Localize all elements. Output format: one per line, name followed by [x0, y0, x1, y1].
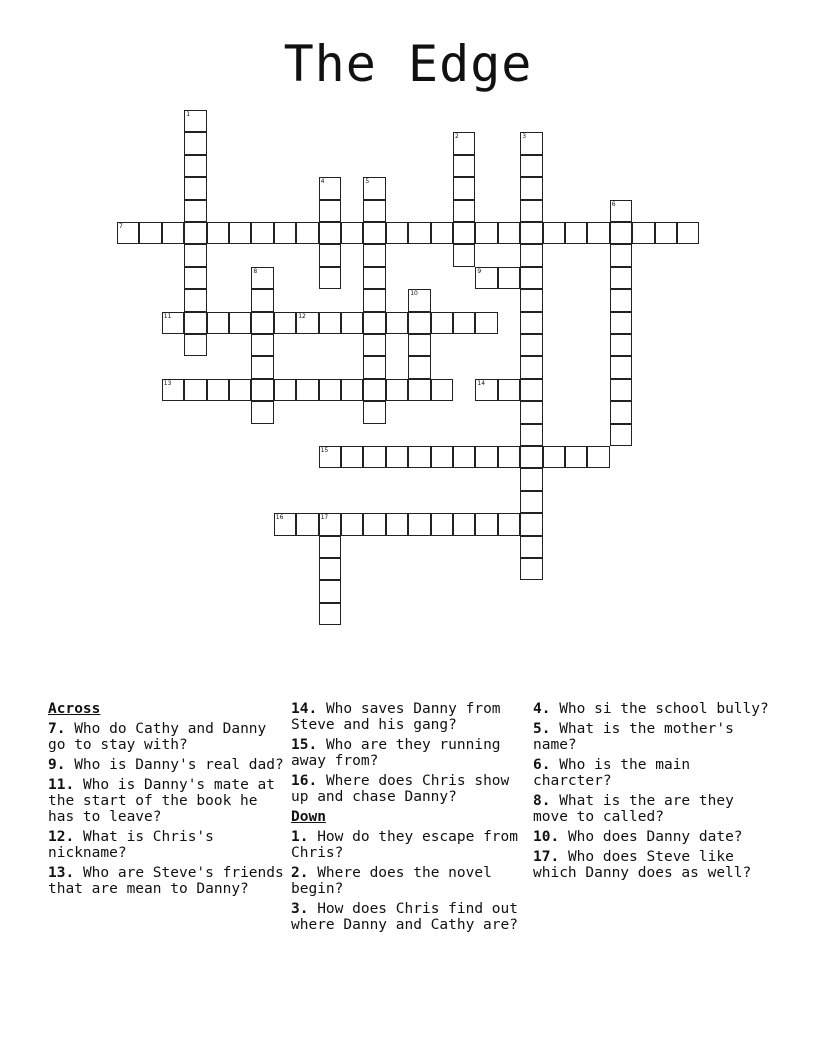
grid-cell[interactable]: [610, 356, 632, 378]
grid-cell[interactable]: [431, 513, 453, 535]
grid-cell[interactable]: [610, 222, 632, 244]
grid-cell[interactable]: [117, 222, 139, 244]
grid-cell[interactable]: [498, 222, 520, 244]
grid-cell[interactable]: [453, 312, 475, 334]
grid-cell[interactable]: [431, 379, 453, 401]
grid-cell[interactable]: [475, 513, 497, 535]
grid-cell[interactable]: [431, 222, 453, 244]
grid-cell[interactable]: [610, 334, 632, 356]
grid-cell[interactable]: [296, 222, 318, 244]
grid-cell[interactable]: [363, 244, 385, 266]
grid-cell[interactable]: [184, 200, 206, 222]
grid-cell[interactable]: [207, 222, 229, 244]
clue-down-2: 2. Where does the novel begin?: [291, 865, 492, 897]
grid-cell[interactable]: [274, 312, 296, 334]
grid-cell[interactable]: [363, 200, 385, 222]
grid-cell[interactable]: [184, 267, 206, 289]
clue-down-8: 8. What is the are they move to called?: [533, 793, 734, 825]
grid-cell[interactable]: [274, 222, 296, 244]
grid-cell[interactable]: [408, 334, 430, 356]
grid-cell[interactable]: [498, 513, 520, 535]
grid-cell[interactable]: [408, 222, 430, 244]
grid-cell[interactable]: [184, 334, 206, 356]
grid-cell[interactable]: [453, 222, 475, 244]
grid-cell[interactable]: [386, 513, 408, 535]
grid-cell[interactable]: [184, 379, 206, 401]
cell-number: 8: [253, 267, 258, 275]
clue-down-1: 1. How do they escape from Chris?: [291, 829, 518, 861]
grid-cell[interactable]: [520, 267, 542, 289]
grid-cell[interactable]: [520, 356, 542, 378]
grid-cell[interactable]: [587, 446, 609, 468]
grid-cell[interactable]: [251, 312, 273, 334]
grid-cell[interactable]: [520, 334, 542, 356]
grid-cell[interactable]: [610, 379, 632, 401]
grid-cell[interactable]: [520, 536, 542, 558]
clue-across-13: 13. Who are Steve's friends that are mean to Danny?: [48, 865, 284, 897]
grid-cell[interactable]: [408, 356, 430, 378]
cell-number: 16: [275, 514, 284, 522]
grid-cell[interactable]: [363, 379, 385, 401]
grid-cell[interactable]: [341, 446, 363, 468]
grid-cell[interactable]: [251, 379, 273, 401]
grid-cell[interactable]: [498, 379, 520, 401]
grid-cell[interactable]: [587, 222, 609, 244]
cell-number: 13: [163, 379, 172, 387]
grid-cell[interactable]: [520, 379, 542, 401]
cell-number: 15: [320, 447, 329, 454]
grid-cell[interactable]: [520, 155, 542, 177]
cell-number: 2: [455, 133, 459, 141]
grid-cell[interactable]: [341, 379, 363, 401]
grid-cell[interactable]: [431, 446, 453, 468]
cell-number: 12: [298, 312, 306, 320]
grid-cell[interactable]: [408, 513, 430, 535]
grid-cell[interactable]: [341, 513, 363, 535]
grid-cell[interactable]: [498, 446, 520, 468]
clue-across-14: 14. Who saves Danny from Steve and his gang?: [291, 701, 501, 733]
grid-cell[interactable]: [655, 222, 677, 244]
grid-cell[interactable]: [319, 379, 341, 401]
grid-cell[interactable]: [520, 424, 542, 446]
grid-cell[interactable]: [162, 312, 184, 334]
grid-cell[interactable]: [251, 289, 273, 311]
grid-cell[interactable]: [363, 222, 385, 244]
grid-cell[interactable]: [363, 446, 385, 468]
grid-cell[interactable]: [296, 513, 318, 535]
grid-cell[interactable]: [319, 244, 341, 266]
grid-cell[interactable]: [408, 379, 430, 401]
grid-cell[interactable]: [319, 446, 341, 468]
grid-cell[interactable]: [475, 379, 497, 401]
grid-cell[interactable]: [520, 491, 542, 513]
cell-number: 6: [611, 200, 616, 208]
grid-cell[interactable]: [520, 132, 542, 154]
grid-cell[interactable]: [610, 244, 632, 266]
grid-cell[interactable]: [453, 200, 475, 222]
clue-across-11: 11. Who is Danny's mate at the start of the book he has to leave?: [48, 777, 275, 825]
cell-number: 3: [522, 133, 527, 141]
grid-cell[interactable]: [475, 267, 497, 289]
grid-cell[interactable]: [453, 177, 475, 199]
grid-cell[interactable]: [520, 468, 542, 490]
grid-cell[interactable]: [565, 446, 587, 468]
grid-cell[interactable]: [363, 356, 385, 378]
grid-cell[interactable]: [229, 312, 251, 334]
grid-cell[interactable]: [319, 312, 341, 334]
grid-cell[interactable]: [677, 222, 699, 244]
cell-number: 10: [410, 290, 418, 298]
grid-cell[interactable]: [229, 222, 251, 244]
cell-number: 14: [477, 379, 486, 387]
clue-down-5: 5. What is the mother's name?: [533, 721, 734, 753]
clue-across-16: 16. Where does Chris show up and chase Danny?: [291, 773, 510, 805]
clues-column-2: [291, 701, 529, 937]
grid-cell[interactable]: [363, 267, 385, 289]
grid-cell[interactable]: [610, 312, 632, 334]
grid-cell[interactable]: [274, 379, 296, 401]
grid-cell[interactable]: [565, 222, 587, 244]
grid-cell[interactable]: [453, 155, 475, 177]
grid-cell[interactable]: [453, 132, 475, 154]
grid-cell[interactable]: [520, 558, 542, 580]
grid-cell[interactable]: [296, 379, 318, 401]
clue-down-4: 4. Who si the school bully?: [533, 701, 769, 717]
grid-cell[interactable]: [363, 513, 385, 535]
grid-cell[interactable]: [610, 401, 632, 423]
grid-cell[interactable]: [274, 513, 296, 535]
grid-cell[interactable]: [610, 289, 632, 311]
grid-cell[interactable]: [363, 312, 385, 334]
grid-cell[interactable]: [520, 222, 542, 244]
grid-cell[interactable]: [610, 267, 632, 289]
grid-cell[interactable]: [139, 222, 161, 244]
grid-cell[interactable]: [363, 401, 385, 423]
cell-number: 4: [320, 178, 325, 186]
grid-cell[interactable]: [520, 177, 542, 199]
grid-cell[interactable]: [296, 312, 318, 334]
grid-cell[interactable]: [319, 222, 341, 244]
grid-cell[interactable]: [251, 401, 273, 423]
grid-cell[interactable]: [319, 513, 341, 535]
grid-cell[interactable]: [610, 200, 632, 222]
grid-cell[interactable]: [408, 446, 430, 468]
grid-cell[interactable]: [475, 312, 497, 334]
grid-cell[interactable]: [251, 267, 273, 289]
grid-cell[interactable]: [319, 267, 341, 289]
grid-cell[interactable]: [363, 177, 385, 199]
grid-cell[interactable]: [341, 312, 363, 334]
grid-cell[interactable]: [184, 289, 206, 311]
grid-cell[interactable]: [319, 200, 341, 222]
grid-cell[interactable]: [520, 446, 542, 468]
clue-across-9: 9. Who is Danny's real dad?: [48, 757, 284, 773]
clue-across-7: 7. Who do Cathy and Danny go to stay with?: [48, 721, 267, 753]
grid-cell[interactable]: [453, 513, 475, 535]
down-heading: Down: [291, 809, 326, 825]
grid-cell[interactable]: [184, 312, 206, 334]
grid-cell[interactable]: [251, 356, 273, 378]
grid-cell[interactable]: [184, 244, 206, 266]
cell-number: 7: [119, 223, 123, 230]
grid-cell[interactable]: [184, 155, 206, 177]
grid-cell[interactable]: [453, 446, 475, 468]
grid-cell[interactable]: [207, 312, 229, 334]
grid-cell[interactable]: [162, 379, 184, 401]
grid-cell[interactable]: [184, 222, 206, 244]
grid-cell[interactable]: [632, 222, 654, 244]
grid-cell[interactable]: [520, 244, 542, 266]
grid-cell[interactable]: [363, 289, 385, 311]
grid-cell[interactable]: [207, 379, 229, 401]
grid-cell[interactable]: [475, 222, 497, 244]
grid-cell[interactable]: [498, 267, 520, 289]
clues-column-1: [48, 701, 286, 901]
clue-across-12: 12. What is Chris's nickname?: [48, 829, 214, 861]
cell-number: 17: [320, 514, 329, 522]
cell-number: 11: [163, 312, 172, 320]
grid-cell[interactable]: [229, 379, 251, 401]
grid-cell[interactable]: [184, 177, 206, 199]
grid-cell[interactable]: [184, 110, 206, 132]
cell-number: 9: [477, 267, 482, 275]
grid-cell[interactable]: [431, 312, 453, 334]
puzzle-title: The Edge: [283, 35, 533, 93]
grid-cell[interactable]: [251, 222, 273, 244]
grid-cell[interactable]: [520, 513, 542, 535]
grid-cell[interactable]: [453, 244, 475, 266]
cell-number: 5: [365, 178, 370, 186]
grid-cell[interactable]: [408, 289, 430, 311]
clues-column-3: [533, 701, 771, 885]
clue-down-17: 17. Who does Steve like which Danny does as well?: [533, 849, 752, 881]
grid-cell[interactable]: [543, 222, 565, 244]
grid-cell[interactable]: [319, 177, 341, 199]
clue-across-15: 15. Who are they running away from?: [291, 737, 501, 769]
grid-cell[interactable]: [319, 603, 341, 625]
grid-cell[interactable]: [520, 312, 542, 334]
grid-cell[interactable]: [386, 312, 408, 334]
grid-cell[interactable]: [520, 401, 542, 423]
clue-down-6: 6. Who is the main charcter?: [533, 757, 691, 789]
grid-cell[interactable]: [162, 222, 184, 244]
grid-cell[interactable]: [520, 289, 542, 311]
grid-cell[interactable]: [386, 222, 408, 244]
grid-cell[interactable]: [408, 312, 430, 334]
grid-cell[interactable]: [319, 558, 341, 580]
grid-cell[interactable]: [251, 334, 273, 356]
grid-cell[interactable]: [319, 580, 341, 602]
grid-cell[interactable]: [386, 446, 408, 468]
grid-cell[interactable]: [386, 379, 408, 401]
grid-cell[interactable]: [520, 200, 542, 222]
grid-cell[interactable]: [319, 536, 341, 558]
clue-down-3: 3. How does Chris find out where Danny and Cathy are?: [291, 901, 518, 933]
cell-number: 1: [186, 111, 191, 118]
grid-cell[interactable]: [475, 446, 497, 468]
grid-cell[interactable]: [184, 132, 206, 154]
across-heading: Across: [48, 701, 101, 717]
grid-cell[interactable]: [341, 222, 363, 244]
grid-cell[interactable]: [543, 446, 565, 468]
grid-cell[interactable]: [363, 334, 385, 356]
grid-cell[interactable]: [610, 424, 632, 446]
clue-down-10: 10. Who does Danny date?: [533, 829, 743, 845]
